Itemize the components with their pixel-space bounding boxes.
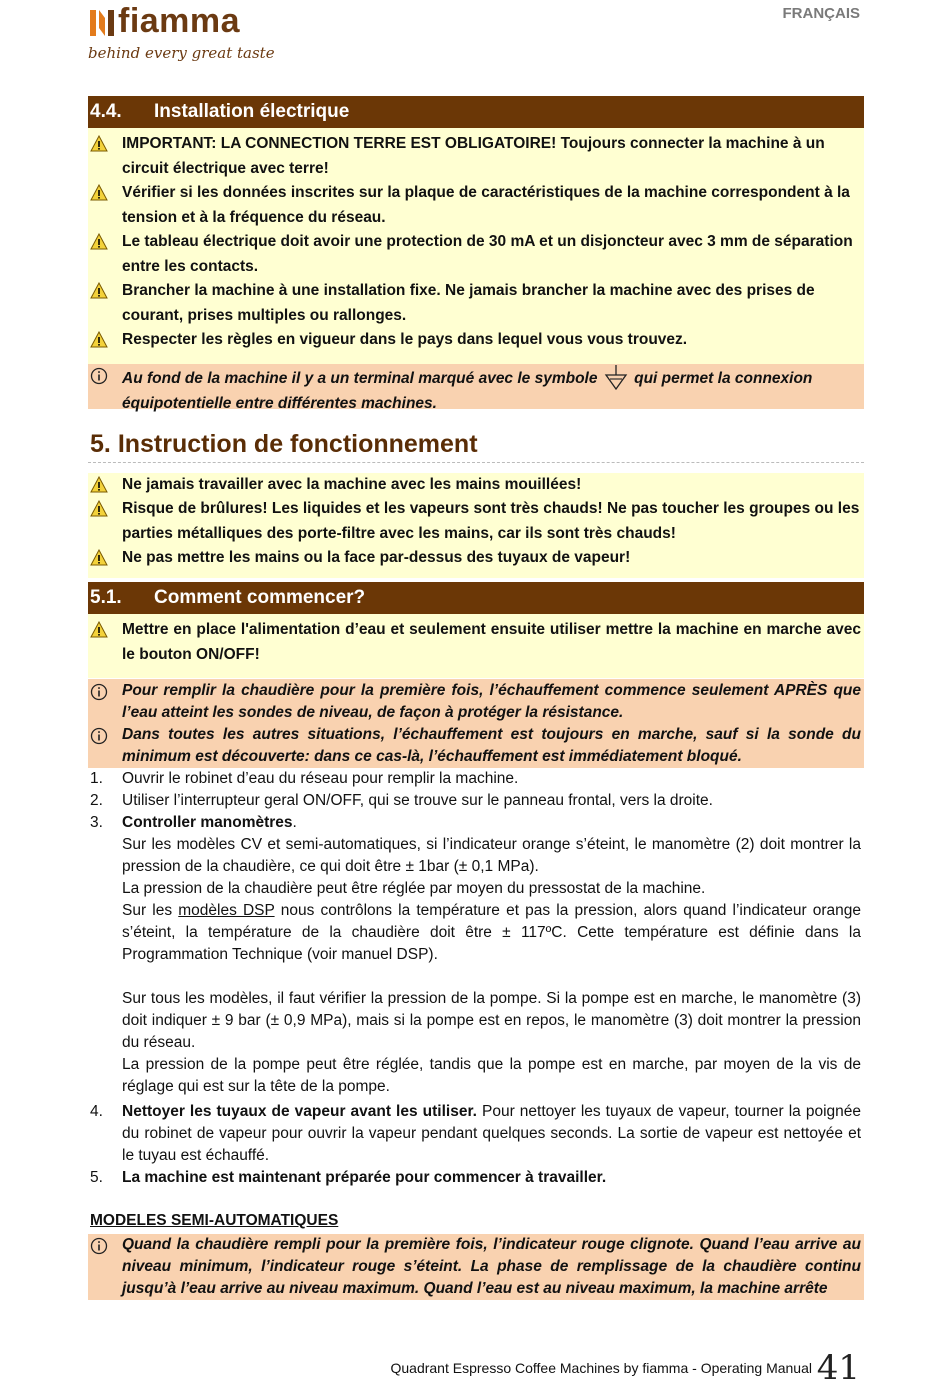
section-title: Instruction de fonctionnement [117, 430, 478, 458]
paragraph: Sur les modèles DSP nous contrôlons la température et pas la pression, alors quand l’indicateur orange s’éteint, la température de la chaudière doit être ± 117ºC. Cette température est définie dans la Programmation Technique (voir manuel DSP). [122, 902, 862, 963]
logo-tagline: behind every great taste [88, 44, 275, 62]
info-item [88, 724, 864, 768]
paragraph: Sur tous les modèles, il faut vérifier la pression de la pompe. Si la pompe est en marche, le manomètre (3) doit indiquer ± 9 bar (± 0,9 MPa), mais si la pompe est en repos, le manomètre (3) doit montrer la pression du réseau. [122, 990, 861, 1051]
warning-triangle-icon [90, 500, 108, 518]
warning-box-operation [88, 473, 864, 578]
info-text: équipotentielle entre différentes machines. [122, 395, 437, 412]
warning-item [88, 230, 864, 279]
equipotential-symbol-icon [604, 365, 628, 393]
warning-item [88, 497, 864, 546]
section-title: Installation électrique [154, 101, 350, 122]
warning-text: Le tableau électrique doit avoir une protection de 30 mA et un disjoncteur avec 3 mm de séparation entre les contacts. [122, 233, 853, 275]
info-box-semi-auto [88, 1234, 864, 1300]
dsp-models-link: modèles DSP [178, 902, 275, 919]
info-item [88, 364, 864, 412]
section-number: 4.4. [90, 101, 122, 122]
warning-box-electrical [88, 128, 864, 364]
info-text: Dans toutes les autres situations, l’échauffement est toujours en marche, sauf si la sonde du minimum est découverte: dans ce cas-là, l’échauffement est immédiatement bloqué. [122, 726, 861, 765]
info-text: qui permet la connexion [634, 370, 813, 387]
warning-text: Vérifier si les données inscrites sur la plaque de caractéristiques de la machine correspondent à la tension et à la fréquence du réseau. [122, 184, 850, 226]
warning-box-start [88, 614, 864, 678]
info-text: Au fond de la machine il y a un terminal marqué avec le symbole [122, 370, 598, 387]
warning-item [88, 132, 864, 181]
warning-triangle-icon [90, 233, 108, 251]
warning-text: Mettre en place l'alimentation d’eau et seulement ensuite utiliser mettre la machine en marche avec le bouton ON/OFF! [122, 621, 861, 663]
warning-triangle-icon [90, 476, 108, 494]
section-number: 5. [90, 430, 111, 458]
footer [390, 1348, 860, 1388]
info-box-equipotential [88, 364, 864, 412]
step-title: Nettoyer les tuyaux de vapeur avant les utiliser. [122, 1103, 477, 1120]
steps-list: 1. Ouvrir le robinet d’eau du réseau pour remplir la machine. 2. Utiliser l’interrupteur geral ON/OFF, qui se trouve sur le panneau frontal, vers la droite. 3. Controller manomètres. Sur les modèles CV et semi-automatiques, si l’indicateur orange s’éteint, le manomètre (2) doit montrer la pression de la chaudière, ce qui doit être ± 1bar (± 0,1 MPa). La pression de la chaudière peut être réglée par moyen du pressostat de la machine. Sur les modèles DSP nous contrôlons la température et pas la pression, alors quand l’indicateur orange s’éteint, la température de la chaudière doit être ± 117ºC. Cette température est définie dans la Programmation Technique (voir manuel DSP). Sur tous les modèles, il faut vérifier la pression de la pompe. Si la pompe est en marche, le manomètre (3) doit indiquer ± 9 bar (± 0,9 MPa), mais si la pompe est en repos, le manomètre (3) doit montrer la pression du réseau. La pression de la pompe peut être réglée, tandis que la pompe est en marche, par moyen de la vis de réglage qui est sur la tête de la pompe. 4. Nettoyer les tuyaux de vapeur avant les utiliser. Pour nettoyer les tuyaux de vapeur, tourner la poignée du robinet de vapeur pour ouvrir la vapeur pendant quelques seconds. La sortie de vapeur est nettoyée et le tuyau est échauffé. 5. La machine est maintenant préparée pour commencer à travailler. [88, 768, 864, 1193]
step-title: Controller manomètres [122, 814, 293, 831]
warning-text: Brancher la machine à une installation fixe. Ne jamais brancher la machine avec des prises de courant, prises multiples ou rallonges. [122, 282, 815, 324]
logo-wordmark: fiamma [118, 2, 241, 40]
info-circle-icon [90, 727, 108, 745]
warning-triangle-icon [90, 621, 108, 639]
section-4-4-bar [88, 96, 864, 128]
info-item [88, 680, 864, 724]
warning-text: Respecter les règles en vigueur dans le pays dans lequel vous vous trouvez. [122, 331, 688, 348]
paragraph: La pression de la chaudière peut être réglée par moyen du pressostat de la machine. [122, 880, 706, 897]
warning-item [88, 181, 864, 230]
warning-triangle-icon [90, 184, 108, 202]
warning-text: Risque de brûlures! Les liquides et les vapeurs sont très chauds! Ne pas toucher les groupes ou les parties métalliques des porte-filtre avec les mains, car ils sont très chauds! [122, 500, 860, 542]
warning-text: IMPORTANT: LA CONNECTION TERRE EST OBLIGATOIRE! Toujours connecter la machine à un circuit électrique avec terre! [122, 135, 825, 177]
warning-item [88, 546, 864, 571]
section-5-1-bar [88, 582, 864, 614]
warning-text: Ne jamais travailler avec la machine avec les mains mouillées! [122, 476, 582, 493]
section-5-heading [90, 430, 478, 459]
warning-item [88, 473, 864, 498]
info-circle-icon [90, 1237, 108, 1255]
semi-auto-heading: MODELES SEMI-AUTOMATIQUES [90, 1212, 339, 1229]
language-label: FRANÇAIS [782, 5, 860, 22]
warning-item [88, 618, 864, 667]
info-circle-icon [90, 367, 108, 385]
info-item [88, 1234, 864, 1300]
warning-text: Ne pas mettre les mains ou la face par-dessus des tuyaux de vapeur! [122, 549, 631, 566]
info-circle-icon [90, 683, 108, 701]
fiamma-logo [88, 2, 275, 64]
info-text: Quand la chaudière rempli pour la première fois, l’indicateur rouge clignote. Quand l’eau arrive au niveau minimum, l’indicateur rouge s’éteint. La phase de remplissage de la chaudière continu jusqu’à l’eau arrive au niveau maximum. Quand l’eau est au niveau maximum, la machine arrête [122, 1236, 861, 1297]
info-box-boiler [88, 679, 864, 768]
paragraph: Sur les modèles CV et semi-automatiques, si l’indicateur orange s’éteint, le manomètre (2) doit montrer la pression de la chaudière, ce qui doit être ± 1bar (± 0,1 MPa). [122, 836, 861, 875]
section-number: 5.1. [90, 587, 122, 608]
warning-triangle-icon [90, 282, 108, 300]
page-number: 41 [816, 1348, 860, 1388]
paragraph: La pression de la pompe peut être réglée, tandis que la pompe est en marche, par moyen de la vis de réglage qui est sur la tête de la pompe. [122, 1056, 861, 1095]
info-text: Pour remplir la chaudière pour la première fois, l’échauffement commence seulement APRÈS que l’eau atteint les sondes de niveau, de façon à protéger la résistance. [122, 682, 861, 721]
section-divider [88, 462, 864, 463]
warning-item [88, 279, 864, 328]
warning-triangle-icon [90, 331, 108, 349]
warning-triangle-icon [90, 135, 108, 153]
fiamma-flame-icon [88, 6, 116, 40]
section-title: Comment commencer? [154, 587, 366, 608]
warning-triangle-icon [90, 549, 108, 567]
step-title: La machine est maintenant préparée pour commencer à travailler. [122, 1169, 607, 1186]
footer-text: Quadrant Espresso Coffee Machines by fiamma - Operating Manual [390, 1360, 812, 1376]
warning-item [88, 328, 864, 353]
